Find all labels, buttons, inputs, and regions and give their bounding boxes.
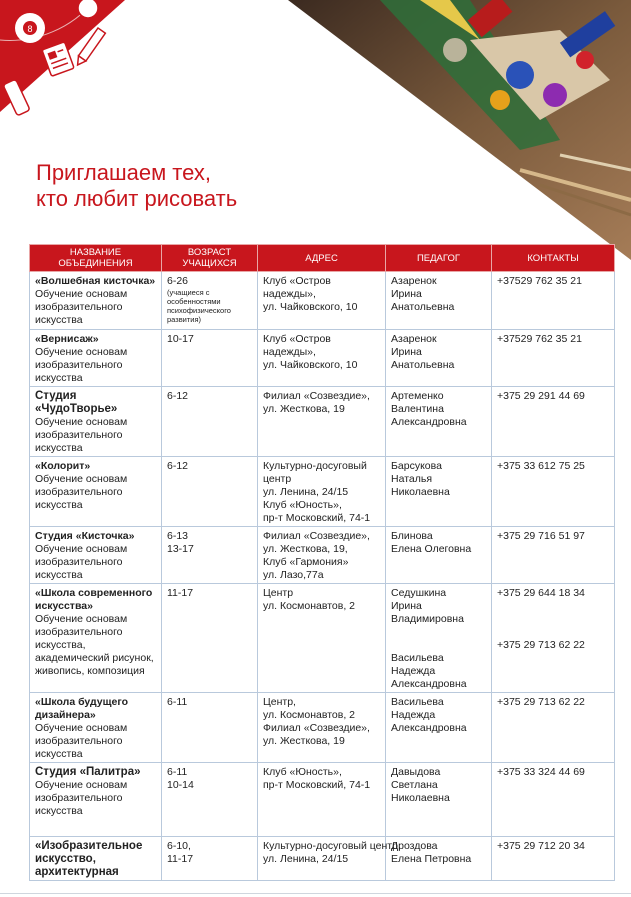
- table-row: [30, 330, 615, 387]
- address-cell: Культурно-досуговый центр, ул. Ленина, 24/15: [258, 837, 386, 881]
- address-cell: Клуб «Остров надежды», ул. Чайковского, 10: [258, 272, 386, 330]
- age-cell: 6-12: [162, 387, 258, 457]
- teacher-cell: Барсукова Наталья Николаевна: [386, 457, 492, 527]
- age-cell: 6-13 13-17: [162, 527, 258, 584]
- address-cell: Клуб «Юность», пр-т Московский, 74-1: [258, 763, 386, 837]
- column-header-name: НАЗВАНИЕ ОБЪЕДИНЕНИЯ: [30, 245, 162, 272]
- club-name-cell: «Вернисаж» Обучение основам изобразительного искусства: [30, 330, 162, 387]
- table-row: [30, 457, 615, 527]
- contacts-cell: +375 29 716 51 97: [492, 527, 615, 584]
- club-name-cell: «Школа будущего дизайнера» Обучение основам изобразительного искусства: [30, 693, 162, 763]
- column-header-address: АДРЕС: [258, 245, 386, 272]
- footer-divider: [0, 893, 631, 894]
- club-name-cell: Студия «Кисточка» Обучение основам изобразительного искусства: [30, 527, 162, 584]
- clubs-table: [29, 244, 615, 881]
- teacher-cell: Васильева Надежда Александровна: [386, 693, 492, 763]
- table-row: [30, 272, 615, 330]
- age-cell: 6-11 10-14: [162, 763, 258, 837]
- table-header-row: [30, 245, 615, 272]
- club-name-cell: Студия «Палитра» Обучение основам изобразительного искусства: [30, 763, 162, 837]
- teacher-cell: Блинова Елена Олеговна: [386, 527, 492, 584]
- svg-text:8: 8: [27, 24, 33, 34]
- club-name-cell: «Волшебная кисточка» Обучение основам изобразительного искусства: [30, 272, 162, 330]
- contacts-cell: +37529 762 35 21: [492, 330, 615, 387]
- table-row: [30, 763, 615, 837]
- contacts-cell: +37529 762 35 21: [492, 272, 615, 330]
- address-cell: Центр, ул. Космонавтов, 2 Филиал «Созвездие», ул. Жесткова, 19: [258, 693, 386, 763]
- age-cell: 6-11: [162, 693, 258, 763]
- contacts-cell: +375 33 612 75 25: [492, 457, 615, 527]
- billiard-ball-icon: [15, 13, 45, 43]
- address-cell: Филиал «Созвездие», ул. Жесткова, 19: [258, 387, 386, 457]
- teacher-cell: Азаренок Ирина Анатольевна: [386, 272, 492, 330]
- age-cell: 11-17: [162, 584, 258, 693]
- age-cell: 6-26 (учащиеся с особенностями психофизического развития): [162, 272, 258, 330]
- age-cell: 6-10, 11-17: [162, 837, 258, 881]
- address-cell: Клуб «Остров надежды», ул. Чайковского, 10: [258, 330, 386, 387]
- address-cell: Культурно-досуговый центр ул. Ленина, 24/15 Клуб «Юность», пр-т Московский, 74-1: [258, 457, 386, 527]
- column-header-age: ВОЗРАСТ УЧАЩИХСЯ: [162, 245, 258, 272]
- club-name-cell: «Изобразительное искусство, архитектурная: [30, 837, 162, 881]
- age-cell: 6-12: [162, 457, 258, 527]
- teacher-cell: Дроздова Елена Петровна: [386, 837, 492, 881]
- table-row: [30, 584, 615, 693]
- page-headline: [36, 160, 237, 212]
- contacts-cell: +375 33 324 44 69: [492, 763, 615, 837]
- table-row: [30, 527, 615, 584]
- header-banner: [0, 0, 631, 260]
- address-cell: Филиал «Созвездие», ул. Жесткова, 19, Клуб «Гармония» ул. Лазо,77а: [258, 527, 386, 584]
- table-row: [30, 693, 615, 763]
- headline-line-2: кто любит рисовать: [36, 186, 238, 211]
- teacher-cell: Давыдова Светлана Николаевна: [386, 763, 492, 837]
- contacts-cell: +375 29 291 44 69: [492, 387, 615, 457]
- contacts-cell: +375 29 644 18 34 +375 29 713 62 22: [492, 584, 615, 693]
- club-name-cell: Студия «ЧудоТворье» Обучение основам изобразительного искусства: [30, 387, 162, 457]
- contacts-cell: +375 29 712 20 34: [492, 837, 615, 881]
- column-header-contacts: КОНТАКТЫ: [492, 245, 615, 272]
- teacher-cell: Азаренок Ирина Анатольевна: [386, 330, 492, 387]
- club-name-cell: «Колорит» Обучение основам изобразительного искусства: [30, 457, 162, 527]
- paint-palette-photo: [288, 0, 631, 260]
- age-cell: 10-17: [162, 330, 258, 387]
- table-row: [30, 837, 615, 881]
- table-row: [30, 387, 615, 457]
- teacher-cell: Артеменко Валентина Александровна: [386, 387, 492, 457]
- headline-line-1: Приглашаем тех,: [36, 160, 212, 185]
- teacher-cell: Седушкина Ирина Владимировна Васильева Надежда Александровна: [386, 584, 492, 693]
- club-name-cell: «Школа современного искусства» Обучение основам изобразительного искусства, академический рисунок, живопись, композиция: [30, 584, 162, 693]
- contacts-cell: +375 29 713 62 22: [492, 693, 615, 763]
- column-header-teacher: ПЕДАГОГ: [386, 245, 492, 272]
- address-cell: Центр ул. Космонавтов, 2: [258, 584, 386, 693]
